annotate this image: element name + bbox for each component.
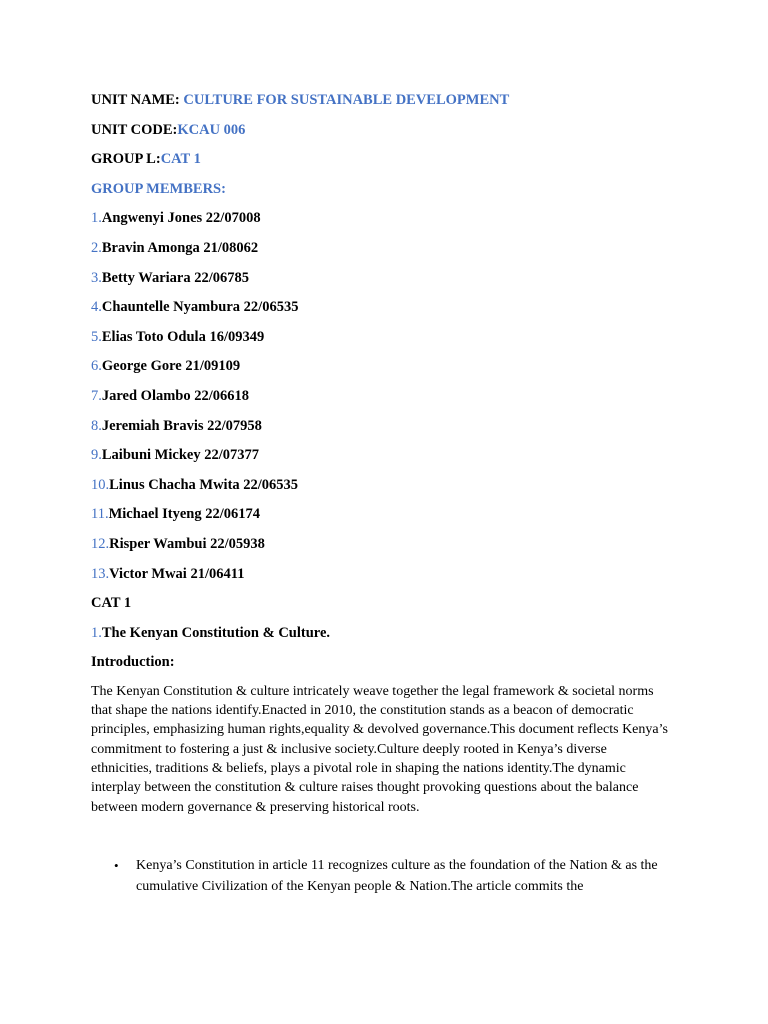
document-page bbox=[91, 90, 691, 897]
member-number: 12. bbox=[91, 535, 110, 552]
topic-heading bbox=[91, 623, 691, 643]
member-item bbox=[91, 416, 691, 436]
unit-code-label: UNIT CODE: bbox=[91, 121, 178, 138]
group-members-heading: GROUP MEMBERS: bbox=[91, 180, 226, 197]
members-list bbox=[91, 208, 691, 583]
member-item bbox=[91, 327, 691, 347]
member-name: Risper Wambui 22/05938 bbox=[109, 535, 265, 552]
member-item bbox=[91, 386, 691, 406]
member-number: 7. bbox=[91, 387, 102, 404]
member-item bbox=[91, 238, 691, 258]
member-item bbox=[91, 475, 691, 495]
member-item bbox=[91, 445, 691, 465]
member-name: Jeremiah Bravis 22/07958 bbox=[101, 417, 262, 434]
member-item bbox=[91, 268, 691, 288]
member-number: 8. bbox=[91, 417, 102, 434]
unit-name-line bbox=[91, 90, 691, 110]
group-value: CAT 1 bbox=[160, 151, 201, 168]
member-number: 4. bbox=[91, 299, 102, 316]
member-name: Victor Mwai 21/06411 bbox=[109, 565, 245, 582]
member-name: Linus Chacha Mwita 22/06535 bbox=[109, 476, 299, 493]
member-item bbox=[91, 534, 691, 554]
member-number: 11. bbox=[91, 506, 109, 523]
member-item bbox=[91, 297, 691, 317]
member-number: 2. bbox=[91, 239, 102, 256]
member-number: 1. bbox=[91, 210, 102, 227]
member-name: Elias Toto Odula 16/09349 bbox=[101, 328, 265, 345]
introduction-heading: Introduction: bbox=[91, 654, 175, 671]
member-item bbox=[91, 208, 691, 228]
member-number: 6. bbox=[91, 358, 102, 375]
unit-code-line bbox=[91, 120, 691, 140]
member-item bbox=[91, 504, 691, 524]
member-number: 10. bbox=[91, 476, 110, 493]
member-name: Angwenyi Jones 22/07008 bbox=[101, 210, 261, 227]
member-name: Betty Wariara 22/06785 bbox=[101, 269, 250, 286]
bullet-item bbox=[91, 855, 696, 897]
bullet-text: Kenya’s Constitution in article 11 recognizes culture as the foundation of the Nation & as the cumulative Civilization of the Kenyan people & Nation.The article commits the bbox=[136, 857, 658, 894]
member-name: Bravin Amonga 21/08062 bbox=[101, 239, 259, 256]
introduction-paragraph: The Kenyan Constitution & culture intricately weave together the legal framework & societal norms that shape the nations identify.Enacted in 2010, the constitution stands as a beacon of democratic principles, emphasizing human rights,equality & devolved governance.This document reflects Kenya’s commitment to fostering a just & inclusive society.Culture deeply rooted in Kenya’s diverse ethnicities, traditions & beliefs, plays a pivotal role in shaping the nations identity.The dynamic interplay between the constitution & culture raises thought provoking questions about the balance between modern governance & preserving historical roots. bbox=[91, 683, 668, 815]
member-name: Laibuni Mickey 22/07377 bbox=[101, 447, 259, 464]
group-label: GROUP L: bbox=[91, 151, 161, 168]
member-name: Chauntelle Nyambura 22/06535 bbox=[101, 299, 299, 316]
member-name: Michael Ityeng 22/06174 bbox=[108, 506, 261, 523]
topic-number: 1. bbox=[91, 624, 102, 641]
member-number: 3. bbox=[91, 269, 102, 286]
member-item bbox=[91, 356, 691, 376]
bullet-list bbox=[91, 855, 691, 897]
unit-name-value: CULTURE FOR SUSTAINABLE DEVELOPMENT bbox=[183, 92, 510, 108]
member-number: 9. bbox=[91, 447, 102, 464]
bullet-icon: • bbox=[114, 857, 119, 873]
group-line bbox=[91, 149, 691, 169]
member-name: George Gore 21/09109 bbox=[101, 358, 241, 375]
unit-name-label: UNIT NAME: bbox=[91, 92, 184, 108]
member-item bbox=[91, 564, 691, 584]
member-number: 5. bbox=[91, 328, 102, 345]
member-name: Jared Olambo 22/06618 bbox=[101, 387, 250, 404]
cat-heading: CAT 1 bbox=[91, 595, 132, 612]
topic-title: The Kenyan Constitution & Culture. bbox=[101, 624, 331, 641]
unit-code-value: KCAU 006 bbox=[177, 121, 246, 138]
member-number: 13. bbox=[91, 565, 110, 582]
